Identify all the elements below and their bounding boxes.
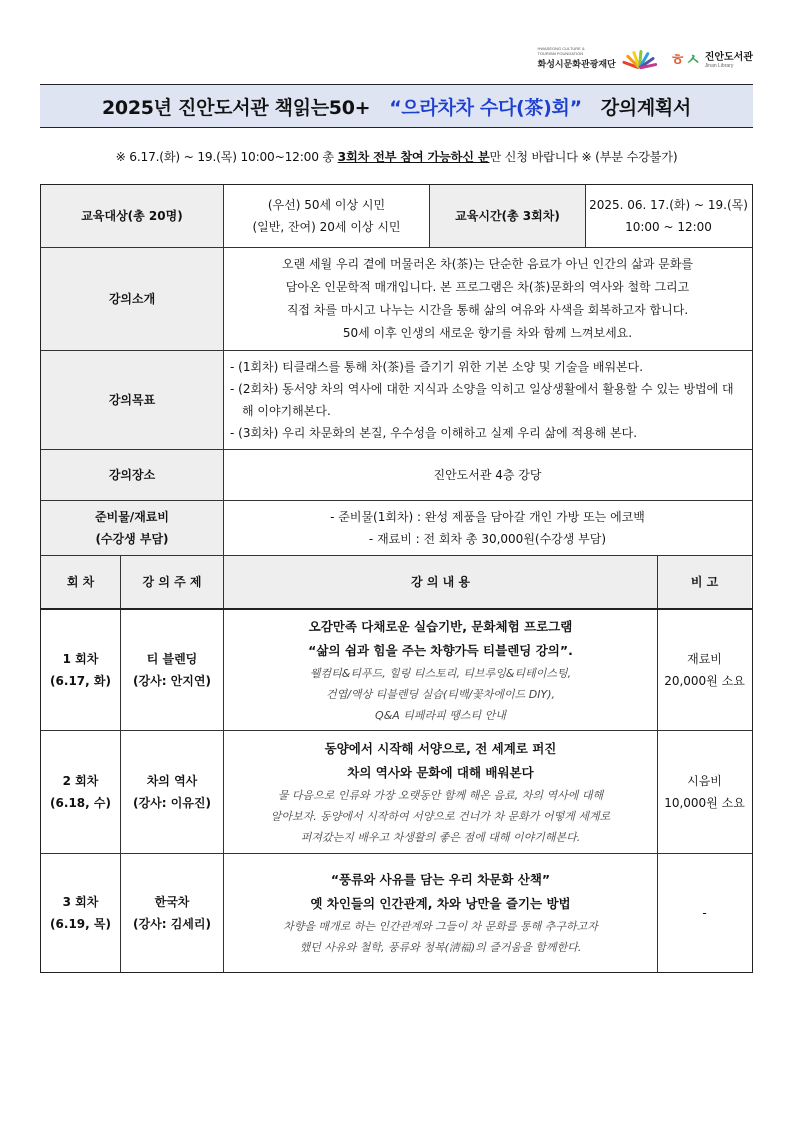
session-italic-line: Q&A 티페라피 땡스티 안내 [375,708,506,722]
session-note-line1: - [702,906,707,920]
session-note-cell [657,731,751,853]
session-bold-line: “삶의 쉼과 힘을 주는 차향가득 티블렌딩 강의”. [308,642,573,658]
session-lecturer: (강사: 안지연) [133,674,211,688]
foundation-logo-kor: 화성시문화관광재단 [537,60,616,70]
schedule-col-note: 비 고 [657,556,751,608]
session-italic-line: 건엽/액상 티블렌딩 실습(티백/꽃차에이드 DIY), [325,687,556,701]
prep-line2: - 재료비 : 전 회차 총 30,000원(수강생 부담) [368,532,607,546]
session-no-cell [41,854,120,972]
session-lecturer: (강사: 김세리) [133,917,211,931]
schedule-header-row [41,555,752,608]
goal-label: 강의목표 [41,351,223,449]
place-row [41,449,752,500]
session-topic: 한국차 [154,895,190,909]
session-content-cell [223,854,657,972]
session-bold-line: 옛 차인들의 인간관계, 차와 낭만을 즐기는 방법 [310,896,571,911]
intro-line: 직접 차를 마시고 나누는 시간을 통해 삶의 여유와 사색을 회복하고자 합니다. [286,303,689,317]
session-row [41,853,752,972]
session-topic-cell [120,610,223,730]
session-date: (6.19, 목) [50,917,111,931]
intro-line: 50세 이후 인생의 새로운 향기를 차와 함께 느껴보세요. [342,326,633,340]
prep-label-line2: (수강생 부담) [95,532,169,546]
intro-value [223,248,751,350]
notice-suffix: 만 신청 바랍니다 ※ (부분 수강불가) [489,150,678,164]
session-note-line1: 재료비 [687,652,722,666]
lecture-plan-table [40,184,753,973]
goal-line: - (1회차) 티클래스를 통해 차(茶)를 즐기기 위한 기본 소양 및 기술을 배워본다. [230,360,644,374]
session-bold-line: 동양에서 시작해 서양으로, 전 세계로 퍼진 [324,740,557,756]
target-line2: (일반, 잔여) 20세 이상 시민 [252,220,401,234]
library-logo [670,47,753,70]
library-mark-icon: ㅎㅅ [669,49,701,69]
session-no: 1 회차 [62,652,99,666]
title-part1: 2025년 진안도서관 책읽는50+ [102,96,371,119]
intro-line: 담아온 인문학적 매개입니다. 본 프로그램은 차(茶)문화의 역사와 철학 그리고 [285,280,690,294]
title-bar [40,84,753,128]
schedule-col-topic: 강 의 주 제 [120,556,223,608]
session-topic: 차의 역사 [146,774,198,788]
session-no-cell [41,731,120,853]
library-logo-eng: Jinan Library [704,62,734,69]
session-date: (6.17, 화) [50,674,111,688]
session-note-cell [657,610,751,730]
session-italic-line: 차향을 매개로 하는 인간관계와 그들이 차 문화를 통해 추구하고자 [283,920,598,933]
session-row [41,730,752,853]
target-label: 교육대상(총 20명) [41,185,223,247]
session-italic-line: 퍼져갔는지 배우고 차생활의 좋은 점에 대해 이야기해본다. [300,830,581,844]
schedule-col-content: 강 의 내 용 [223,556,657,608]
session-note-line1: 시음비 [687,774,722,788]
time-label: 교육시간(총 3회차) [429,185,585,247]
goal-line: - (3회차) 우리 차문화의 본질, 우수성을 이해하고 실제 우리 삶에 적용해 본다. [230,426,638,440]
session-note-line2: 20,000원 소요 [664,674,745,688]
library-logo-kor: 진안도서관 [704,51,753,63]
prep-line1: - 준비물(1회차) : 완성 제품을 담아갈 개인 가방 또는 에코백 [330,510,645,524]
session-row [41,608,752,730]
session-content-cell [223,731,657,853]
session-bold-line: 오감만족 다채로운 실습기반, 문화체험 프로그램 [308,618,573,634]
target-row [41,185,752,247]
place-value: 진안도서관 4층 강당 [223,450,751,500]
session-lecturer: (강사: 이유진) [133,796,211,810]
foundation-logo-eng: HWASEONG CULTURE & TOURISM FOUNDATION [537,46,585,56]
page-title [102,93,691,120]
time-line1: 2025. 06. 17.(화) ~ 19.(목) [589,198,748,212]
session-note-cell [657,854,751,972]
title-part3: 강의계획서 [600,96,691,119]
intro-row [41,247,752,350]
session-bold-line: “풍류와 사유를 담는 우리 차문화 산책” [330,872,551,887]
session-date: (6.18, 수) [50,796,111,810]
header-logos [538,38,754,78]
notice-prefix: ※ 6.17.(화) ~ 19.(목) 10:00~12:00 총 [115,150,338,164]
session-italic-line: 물 다음으로 인류와 가장 오랫동안 함께 해온 음료, 차의 역사에 대해 [277,788,604,802]
session-italic-line: 웰컴티&티푸드, 힐링 티스토리, 티브루잉&티테이스팅, [309,666,572,680]
foundation-fan-icon [618,44,658,72]
goal-row [41,350,752,449]
target-value [223,185,429,247]
prep-row [41,500,752,555]
prep-value [223,501,751,555]
time-line2: 10:00 ~ 12:00 [625,220,712,234]
title-part2: “으라차차 수다(茶)회” [389,96,582,119]
session-topic-cell [120,854,223,972]
session-topic-cell [120,731,223,853]
place-label: 강의장소 [41,450,223,500]
session-no: 3 회차 [62,895,99,909]
notice [40,148,753,165]
foundation-logo [538,46,616,70]
intro-line: 오랜 세월 우리 곁에 머물러온 차(茶)는 단순한 음료가 아닌 인간의 삶과 문화를 [281,257,694,271]
prep-label [41,501,223,555]
time-value [585,185,751,247]
session-italic-line: 알아보자. 동양에서 시작하여 서양으로 건너가 차 문화가 어떻게 세계로 [270,809,611,823]
session-no: 2 회차 [62,774,99,788]
schedule-col-no: 회 차 [41,556,120,608]
prep-label-line1: 준비물/재료비 [95,510,169,524]
session-no-cell [41,610,120,730]
intro-label: 강의소개 [41,248,223,350]
target-line1: (우선) 50세 이상 시민 [267,198,386,212]
session-italic-line: 했던 사유와 철학, 풍류와 청복(淸福)의 즐거움을 함께한다. [299,941,582,954]
goal-line: - (2회차) 동서양 차의 역사에 대한 지식과 소양을 익히고 일상생활에서 활용할 수 있는 방법에 대해 이야기해본다. [230,382,734,418]
session-note-line2: 10,000원 소요 [664,796,745,810]
notice-emph: 3회차 전부 참여 가능하신 분 [337,150,490,164]
session-content-cell [223,610,657,730]
goal-value [223,351,751,449]
session-topic: 티 블렌딩 [146,652,198,666]
session-bold-line: 차의 역사와 문화에 대해 배워본다 [347,764,534,780]
